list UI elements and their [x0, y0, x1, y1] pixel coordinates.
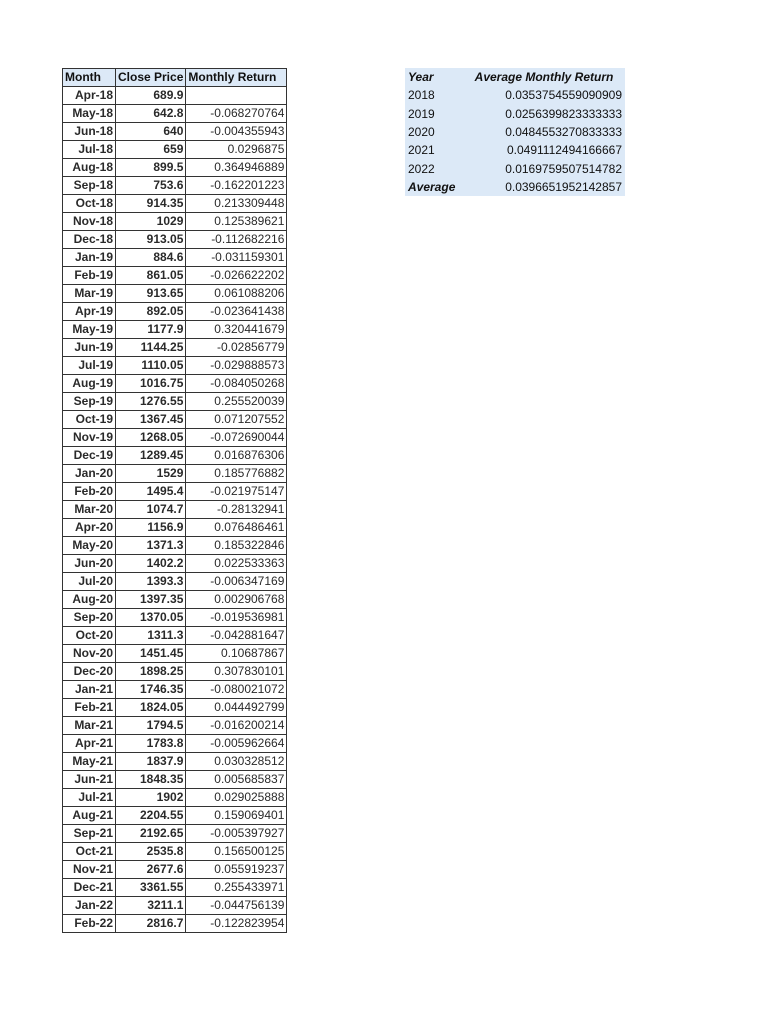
close-price-cell[interactable]: 1367.45: [116, 411, 186, 429]
month-cell[interactable]: Oct-19: [63, 411, 116, 429]
month-cell[interactable]: Feb-21: [63, 699, 116, 717]
month-cell[interactable]: Mar-19: [63, 285, 116, 303]
month-cell[interactable]: Jan-19: [63, 249, 116, 267]
table-row: [63, 555, 287, 573]
monthly-returns-table: [62, 68, 287, 933]
summary-row: [405, 159, 625, 177]
monthly-return-cell[interactable]: -0.004355943: [186, 123, 287, 141]
monthly-return-cell[interactable]: 0.10687867: [186, 645, 287, 663]
monthly-return-header[interactable]: Monthly Return: [186, 69, 287, 87]
month-cell[interactable]: Dec-21: [63, 879, 116, 897]
month-cell[interactable]: Oct-18: [63, 195, 116, 213]
table-row: [63, 447, 287, 465]
monthly-return-cell[interactable]: 0.364946889: [186, 159, 287, 177]
table-row: [63, 825, 287, 843]
table-row: [63, 861, 287, 879]
month-cell[interactable]: Oct-20: [63, 627, 116, 645]
year-cell[interactable]: 2018: [408, 88, 435, 103]
table-row: [63, 483, 287, 501]
average-return-cell[interactable]: 0.0353754559090909: [505, 88, 622, 103]
monthly-return-cell[interactable]: -0.005397927: [186, 825, 287, 843]
table-row: [63, 519, 287, 537]
close-price-cell[interactable]: 3211.1: [116, 897, 186, 915]
close-price-cell[interactable]: 642.8: [116, 105, 186, 123]
monthly-return-cell[interactable]: 0.0296875: [186, 141, 287, 159]
summary-header-row: [405, 68, 625, 86]
close-price-cell[interactable]: 1144.25: [116, 339, 186, 357]
average-return-cell[interactable]: 0.0169759507514782: [505, 161, 622, 176]
month-cell[interactable]: Jun-20: [63, 555, 116, 573]
average-label-cell[interactable]: Average: [408, 179, 456, 194]
table-row: [63, 915, 287, 933]
close-price-cell[interactable]: 1370.05: [116, 609, 186, 627]
table-row: [63, 717, 287, 735]
table-row: [63, 591, 287, 609]
monthly-return-cell[interactable]: 0.185322846: [186, 537, 287, 555]
month-cell[interactable]: Nov-18: [63, 213, 116, 231]
table-row: [63, 609, 287, 627]
table-row: [63, 339, 287, 357]
close-price-cell[interactable]: 1016.75: [116, 375, 186, 393]
month-cell[interactable]: Dec-19: [63, 447, 116, 465]
main-table-body: [63, 87, 287, 933]
table-row: [63, 231, 287, 249]
monthly-return-cell[interactable]: 0.159069401: [186, 807, 287, 825]
month-cell[interactable]: Mar-20: [63, 501, 116, 519]
close-price-cell[interactable]: 640: [116, 123, 186, 141]
table-row: [63, 249, 287, 267]
close-price-cell[interactable]: 1902: [116, 789, 186, 807]
month-cell[interactable]: Sep-20: [63, 609, 116, 627]
average-value-cell[interactable]: 0.0396651952142857: [505, 179, 622, 194]
monthly-return-cell[interactable]: -0.28132941: [186, 501, 287, 519]
monthly-return-cell[interactable]: 0.016876306: [186, 447, 287, 465]
month-cell[interactable]: Jun-21: [63, 771, 116, 789]
month-header[interactable]: Month: [63, 69, 116, 87]
table-row: [63, 159, 287, 177]
monthly-return-cell[interactable]: -0.084050268: [186, 375, 287, 393]
close-price-cell[interactable]: 1837.9: [116, 753, 186, 771]
close-price-cell[interactable]: 1110.05: [116, 357, 186, 375]
monthly-return-cell[interactable]: 0.213309448: [186, 195, 287, 213]
monthly-return-cell[interactable]: -0.026622202: [186, 267, 287, 285]
close-price-cell[interactable]: 3361.55: [116, 879, 186, 897]
monthly-return-cell[interactable]: -0.044756139: [186, 897, 287, 915]
table-row: [63, 267, 287, 285]
month-cell[interactable]: Nov-19: [63, 429, 116, 447]
month-cell[interactable]: Feb-22: [63, 915, 116, 933]
monthly-return-cell[interactable]: -0.019536981: [186, 609, 287, 627]
year-header[interactable]: Year: [408, 70, 434, 85]
table-row: [63, 681, 287, 699]
close-price-cell[interactable]: 1402.2: [116, 555, 186, 573]
month-cell[interactable]: Apr-21: [63, 735, 116, 753]
close-price-cell[interactable]: 2204.55: [116, 807, 186, 825]
monthly-return-cell[interactable]: 0.255433971: [186, 879, 287, 897]
close-price-cell[interactable]: 1268.05: [116, 429, 186, 447]
monthly-return-cell[interactable]: 0.185776882: [186, 465, 287, 483]
summary-table-body: [405, 86, 625, 177]
table-row: [63, 897, 287, 915]
close-price-cell[interactable]: 2192.65: [116, 825, 186, 843]
table-row: [63, 195, 287, 213]
average-monthly-return-header[interactable]: Average Monthly Return: [474, 70, 614, 85]
close-price-cell[interactable]: 2816.7: [116, 915, 186, 933]
close-price-cell[interactable]: 884.6: [116, 249, 186, 267]
month-cell[interactable]: Aug-19: [63, 375, 116, 393]
close-price-cell[interactable]: 1393.3: [116, 573, 186, 591]
month-cell[interactable]: Aug-20: [63, 591, 116, 609]
table-row: [63, 321, 287, 339]
close-price-cell[interactable]: 1289.45: [116, 447, 186, 465]
table-row: [63, 285, 287, 303]
close-price-cell[interactable]: 1783.8: [116, 735, 186, 753]
month-cell[interactable]: Jun-19: [63, 339, 116, 357]
close-price-cell[interactable]: 913.05: [116, 231, 186, 249]
close-price-cell[interactable]: 659: [116, 141, 186, 159]
month-cell[interactable]: Feb-20: [63, 483, 116, 501]
monthly-return-cell[interactable]: -0.016200214: [186, 717, 287, 735]
monthly-return-cell[interactable]: [186, 87, 287, 105]
summary-row: [405, 86, 625, 104]
year-cell[interactable]: 2020: [408, 125, 435, 140]
monthly-return-cell[interactable]: -0.021975147: [186, 483, 287, 501]
close-price-cell[interactable]: 1311.3: [116, 627, 186, 645]
month-cell[interactable]: Jan-20: [63, 465, 116, 483]
table-row: [63, 357, 287, 375]
monthly-return-cell[interactable]: -0.112682216: [186, 231, 287, 249]
month-cell[interactable]: Jul-20: [63, 573, 116, 591]
yearly-average-table: [405, 68, 625, 196]
monthly-return-cell[interactable]: 0.307830101: [186, 663, 287, 681]
monthly-return-cell[interactable]: 0.071207552: [186, 411, 287, 429]
average-return-cell[interactable]: 0.0484553270833333: [505, 125, 622, 140]
month-cell[interactable]: Jan-21: [63, 681, 116, 699]
monthly-return-cell[interactable]: -0.072690044: [186, 429, 287, 447]
monthly-return-cell[interactable]: 0.156500125: [186, 843, 287, 861]
month-cell[interactable]: May-21: [63, 753, 116, 771]
average-return-cell[interactable]: 0.0256399823333333: [505, 106, 622, 121]
table-row: [63, 105, 287, 123]
close-price-cell[interactable]: 1898.25: [116, 663, 186, 681]
month-cell[interactable]: Jul-18: [63, 141, 116, 159]
month-cell[interactable]: Nov-20: [63, 645, 116, 663]
monthly-return-cell[interactable]: -0.006347169: [186, 573, 287, 591]
monthly-return-cell[interactable]: -0.031159301: [186, 249, 287, 267]
close-price-cell[interactable]: 1824.05: [116, 699, 186, 717]
table-row: [63, 141, 287, 159]
year-cell[interactable]: 2022: [408, 161, 435, 176]
close-price-cell[interactable]: 1371.3: [116, 537, 186, 555]
monthly-return-cell[interactable]: 0.255520039: [186, 393, 287, 411]
close-price-cell[interactable]: 861.05: [116, 267, 186, 285]
month-cell[interactable]: Apr-19: [63, 303, 116, 321]
close-price-cell[interactable]: 1746.35: [116, 681, 186, 699]
close-price-cell[interactable]: 899.5: [116, 159, 186, 177]
monthly-return-cell[interactable]: -0.080021072: [186, 681, 287, 699]
month-cell[interactable]: Jul-19: [63, 357, 116, 375]
close-price-cell[interactable]: 1529: [116, 465, 186, 483]
monthly-return-cell[interactable]: 0.320441679: [186, 321, 287, 339]
monthly-return-cell[interactable]: 0.022533363: [186, 555, 287, 573]
table-row: [63, 501, 287, 519]
close-price-cell[interactable]: 1848.35: [116, 771, 186, 789]
close-price-cell[interactable]: 892.05: [116, 303, 186, 321]
table-row: [63, 879, 287, 897]
month-cell[interactable]: Aug-18: [63, 159, 116, 177]
monthly-return-cell[interactable]: -0.029888573: [186, 357, 287, 375]
table-row: [63, 465, 287, 483]
close-price-cell[interactable]: 1495.4: [116, 483, 186, 501]
close-price-header[interactable]: Close Price: [116, 69, 186, 87]
month-cell[interactable]: Sep-21: [63, 825, 116, 843]
monthly-return-cell[interactable]: -0.068270764: [186, 105, 287, 123]
monthly-return-cell[interactable]: 0.076486461: [186, 519, 287, 537]
table-row: [63, 663, 287, 681]
close-price-cell[interactable]: 1177.9: [116, 321, 186, 339]
table-row: [63, 843, 287, 861]
monthly-return-cell[interactable]: -0.005962664: [186, 735, 287, 753]
table-row: [63, 393, 287, 411]
month-cell[interactable]: Jul-21: [63, 789, 116, 807]
table-row: [63, 789, 287, 807]
table-row: [63, 375, 287, 393]
table-row: [63, 303, 287, 321]
month-cell[interactable]: May-18: [63, 105, 116, 123]
table-row: [63, 771, 287, 789]
summary-row: [405, 105, 625, 123]
table-row: [63, 699, 287, 717]
close-price-cell[interactable]: 753.6: [116, 177, 186, 195]
monthly-return-cell[interactable]: 0.029025888: [186, 789, 287, 807]
month-cell[interactable]: Dec-20: [63, 663, 116, 681]
table-row: [63, 87, 287, 105]
close-price-cell[interactable]: 914.35: [116, 195, 186, 213]
table-row: [63, 123, 287, 141]
average-return-cell[interactable]: 0.0491112494166667: [506, 143, 622, 158]
table-row: [63, 177, 287, 195]
monthly-return-cell[interactable]: 0.055919237: [186, 861, 287, 879]
close-price-cell[interactable]: 1029: [116, 213, 186, 231]
monthly-return-cell[interactable]: 0.061088206: [186, 285, 287, 303]
monthly-return-cell[interactable]: -0.042881647: [186, 627, 287, 645]
close-price-cell[interactable]: 2535.8: [116, 843, 186, 861]
table-row: [63, 213, 287, 231]
close-price-cell[interactable]: 1794.5: [116, 717, 186, 735]
month-cell[interactable]: Jan-22: [63, 897, 116, 915]
monthly-return-cell[interactable]: -0.023641438: [186, 303, 287, 321]
year-cell[interactable]: 2021: [408, 143, 435, 158]
close-price-cell[interactable]: 1451.45: [116, 645, 186, 663]
main-table-header-row: [63, 69, 287, 87]
summary-row: [405, 123, 625, 141]
table-row: [63, 735, 287, 753]
close-price-cell[interactable]: 2677.6: [116, 861, 186, 879]
close-price-cell[interactable]: 689.9: [116, 87, 186, 105]
close-price-cell[interactable]: 1397.35: [116, 591, 186, 609]
monthly-return-cell[interactable]: -0.162201223: [186, 177, 287, 195]
table-row: [63, 411, 287, 429]
monthly-return-cell[interactable]: -0.02856779: [186, 339, 287, 357]
monthly-return-cell[interactable]: 0.044492799: [186, 699, 287, 717]
close-price-cell[interactable]: 913.65: [116, 285, 186, 303]
table-row: [63, 645, 287, 663]
month-cell[interactable]: Apr-18: [63, 87, 116, 105]
summary-average-row: [405, 178, 625, 196]
table-row: [63, 429, 287, 447]
close-price-cell[interactable]: 1156.9: [116, 519, 186, 537]
month-cell[interactable]: Jun-18: [63, 123, 116, 141]
month-cell[interactable]: Nov-21: [63, 861, 116, 879]
monthly-return-cell[interactable]: 0.002906768: [186, 591, 287, 609]
year-cell[interactable]: 2019: [408, 106, 435, 121]
close-price-cell[interactable]: 1074.7: [116, 501, 186, 519]
table-row: [63, 627, 287, 645]
table-row: [63, 537, 287, 555]
month-cell[interactable]: Mar-21: [63, 717, 116, 735]
monthly-return-cell[interactable]: -0.122823954: [186, 915, 287, 933]
month-cell[interactable]: May-20: [63, 537, 116, 555]
monthly-return-cell[interactable]: 0.030328512: [186, 753, 287, 771]
close-price-cell[interactable]: 1276.55: [116, 393, 186, 411]
month-cell[interactable]: Feb-19: [63, 267, 116, 285]
month-cell[interactable]: Sep-19: [63, 393, 116, 411]
month-cell[interactable]: May-19: [63, 321, 116, 339]
monthly-return-cell[interactable]: 0.005685837: [186, 771, 287, 789]
month-cell[interactable]: Aug-21: [63, 807, 116, 825]
month-cell[interactable]: Apr-20: [63, 519, 116, 537]
month-cell[interactable]: Dec-18: [63, 231, 116, 249]
summary-row: [405, 141, 625, 159]
monthly-return-cell[interactable]: 0.125389621: [186, 213, 287, 231]
table-row: [63, 753, 287, 771]
table-row: [63, 807, 287, 825]
table-row: [63, 573, 287, 591]
month-cell[interactable]: Oct-21: [63, 843, 116, 861]
month-cell[interactable]: Sep-18: [63, 177, 116, 195]
